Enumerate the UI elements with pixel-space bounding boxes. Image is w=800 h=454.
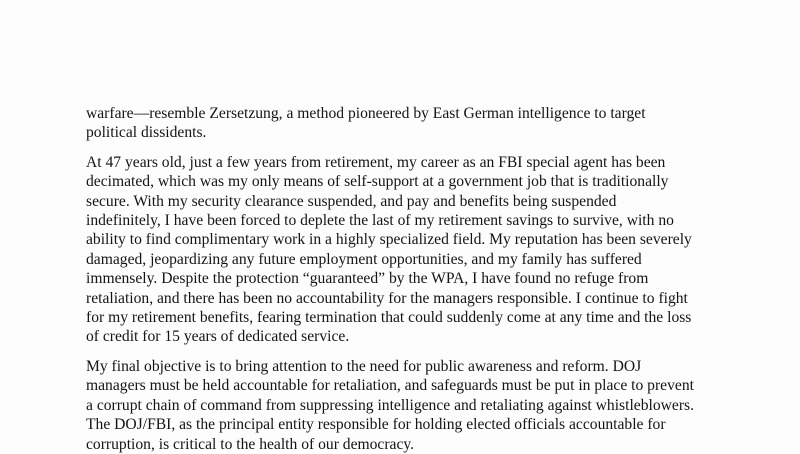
text-line: The DOJ/FBI, as the principal entity responsible for holding elected officials accountable for (86, 416, 666, 434)
text-line: immensely. Despite the protection “guaranteed” by the WPA, I have found no refuge from (86, 270, 649, 288)
paragraph-zersetzung (86, 104, 776, 143)
text-line: for my retirement benefits, fearing termination that could suddenly come at any time and the loss (86, 309, 692, 327)
text-line: managers must be held accountable for retaliation, and safeguards must be put in place to prevent (86, 377, 694, 395)
text-line: indefinitely, I have been forced to deplete the last of my retirement savings to survive, with no (86, 212, 674, 230)
text-line: retaliation, and there has been no accountability for the managers responsible. I continue to fight (86, 289, 688, 307)
text-line: My final objective is to bring attention to the need for public awareness and reform. DOJ (86, 357, 642, 375)
document-body (86, 104, 776, 454)
text-line: At 47 years old, just a few years from retirement, my career as an FBI special agent has been (86, 153, 666, 171)
text-line: warfare—resemble Zersetzung, a method pioneered by East German intelligence to target (86, 105, 646, 122)
text-line: secure. With my security clearance suspended, and pay and benefits being suspended (86, 192, 617, 210)
text-line: a corrupt chain of command from suppressing intelligence and retaliating against whistleblowers. (86, 396, 694, 414)
text-line: of credit for 15 years of dedicated service. (86, 328, 350, 346)
text-line: decimated, which was my only means of self-support at a government job that is traditionally (86, 173, 669, 191)
paragraph-career-impact (86, 153, 776, 347)
text-line: damaged, jeopardizing any future employment opportunities, and my family has suffered (86, 250, 642, 268)
text-line: corruption, is critical to the health of our democracy. (86, 435, 415, 453)
text-line: political dissidents. (86, 124, 207, 142)
text-line: ability to find complimentary work in a highly specialized field. My reputation has been severely (86, 231, 692, 249)
paragraph-final-objective (86, 357, 776, 454)
